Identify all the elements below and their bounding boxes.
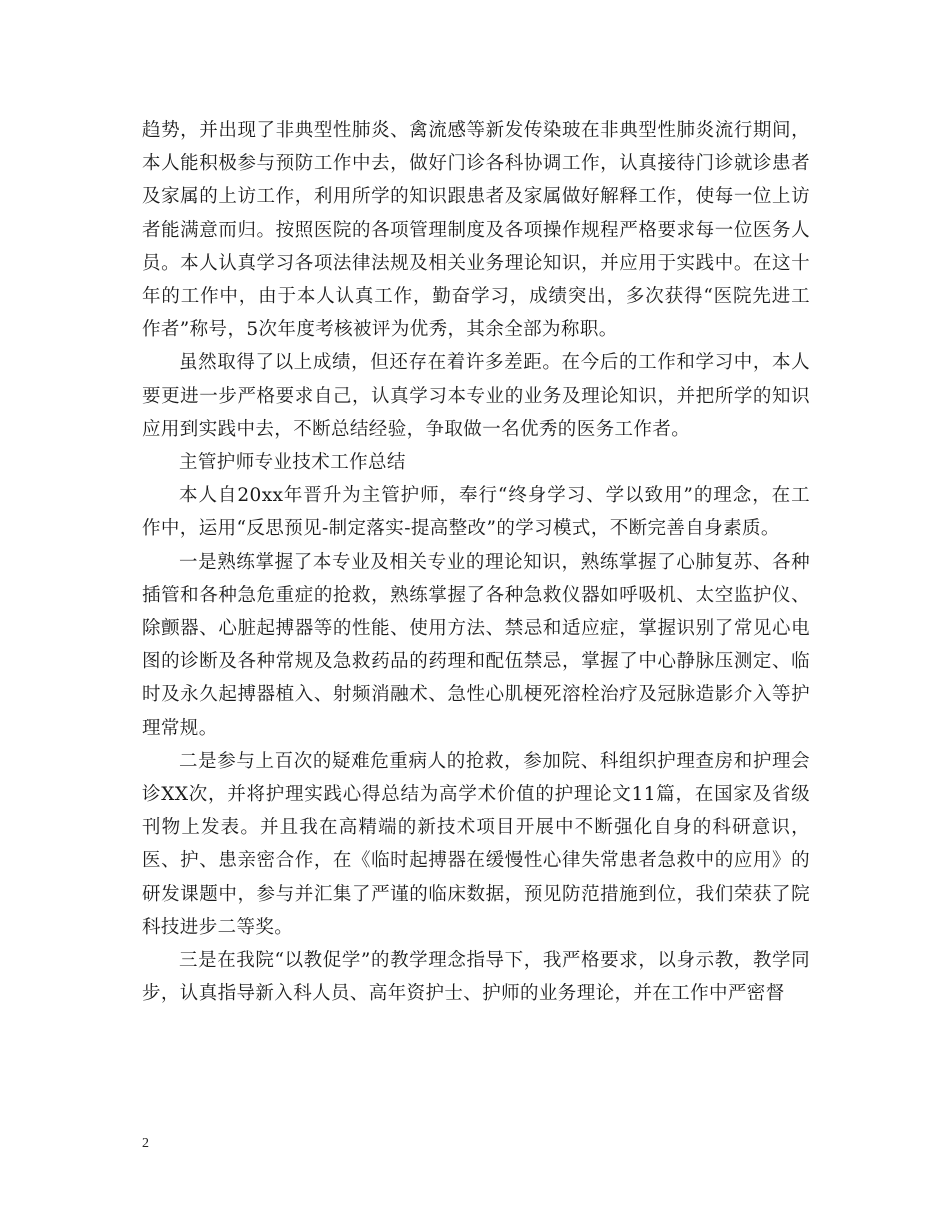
section-heading: 主管护师专业技术工作总结: [179, 452, 406, 474]
paragraph-continued: 趋势，并出现了非典型性肺炎、禽流感等新发传染玻在非典型性肺炎流行期间，本人能积极参与预防工作中去，做好门诊各科协调工作，认真接待门诊就诊患者及家属的上访工作，利用所学的知识跟患者及家属做好解释工作，使每一位上访者能满意而归。按照医院的各项管理制度及各项操作规程严格要求每一位医务人员。本人认真学习各项法律法规及相关业务理论知识，并应用于实践中。在这十年的工作中，由于本人认真工作，勤奋学习，成绩突出，多次获得“医院先进工作者”称号，5次年度考核被评为优秀，其余全部为称职。: [142, 120, 810, 341]
paragraph-achievements-gap: 虽然取得了以上成绩，但还存在着许多差距。在今后的工作和学习中，本人要更进一步严格要求自己，认真学习本专业的业务及理论知识，并把所学的知识应用到实践中去，不断总结经验，争取做一名优秀的医务工作者。: [142, 352, 810, 440]
paragraph-point-one: 一是熟练掌握了本专业及相关专业的理论知识，熟练掌握了心肺复苏、各种插管和各种急危重症的抢救，熟练掌握了各种急救仪器如呼吸机、太空监护仪、除颤器、心脏起搏器等的性能、使用方法、禁忌和适应症，掌握识别了常见心电图的诊断及各种常规及急救药品的药理和配伍禁忌，掌握了中心静脉压测定、临时及永久起搏器植入、射频消融术、急性心肌梗死溶栓治疗及冠脉造影介入等护理常规。: [142, 551, 810, 739]
paragraph-point-two: 二是参与上百次的疑难危重病人的抢救，参加院、科组织护理查房和护理会诊XX次，并将护理实践心得总结为高学术价值的护理论文11篇，在国家及省级刊物上发表。并且我在高精端的新技术项目开展中不断强化自身的科研意识，医、护、患亲密合作，在《临时起搏器在缓慢性心律失常患者急救中的应用》的研发课题中，参与并汇集了严谨的临床数据，预见防范措施到位，我们荣获了院科技进步二等奖。: [142, 750, 810, 938]
paragraph-intro: 本人自20xx年晋升为主管护师，奉行“终身学习、学以致用”的理念，在工作中，运用“反思预见-制定落实-提高整改”的学习模式，不断完善自身素质。: [142, 485, 810, 540]
paragraph-point-three: 三是在我院“以教促学”的教学理念指导下，我严格要求，以身示教，教学同步，认真指导新入科人员、高年资护士、护师的业务理论，并在工作中严密督: [142, 950, 810, 1005]
page-number: 2: [142, 1136, 149, 1151]
document-body: [142, 114, 810, 1010]
